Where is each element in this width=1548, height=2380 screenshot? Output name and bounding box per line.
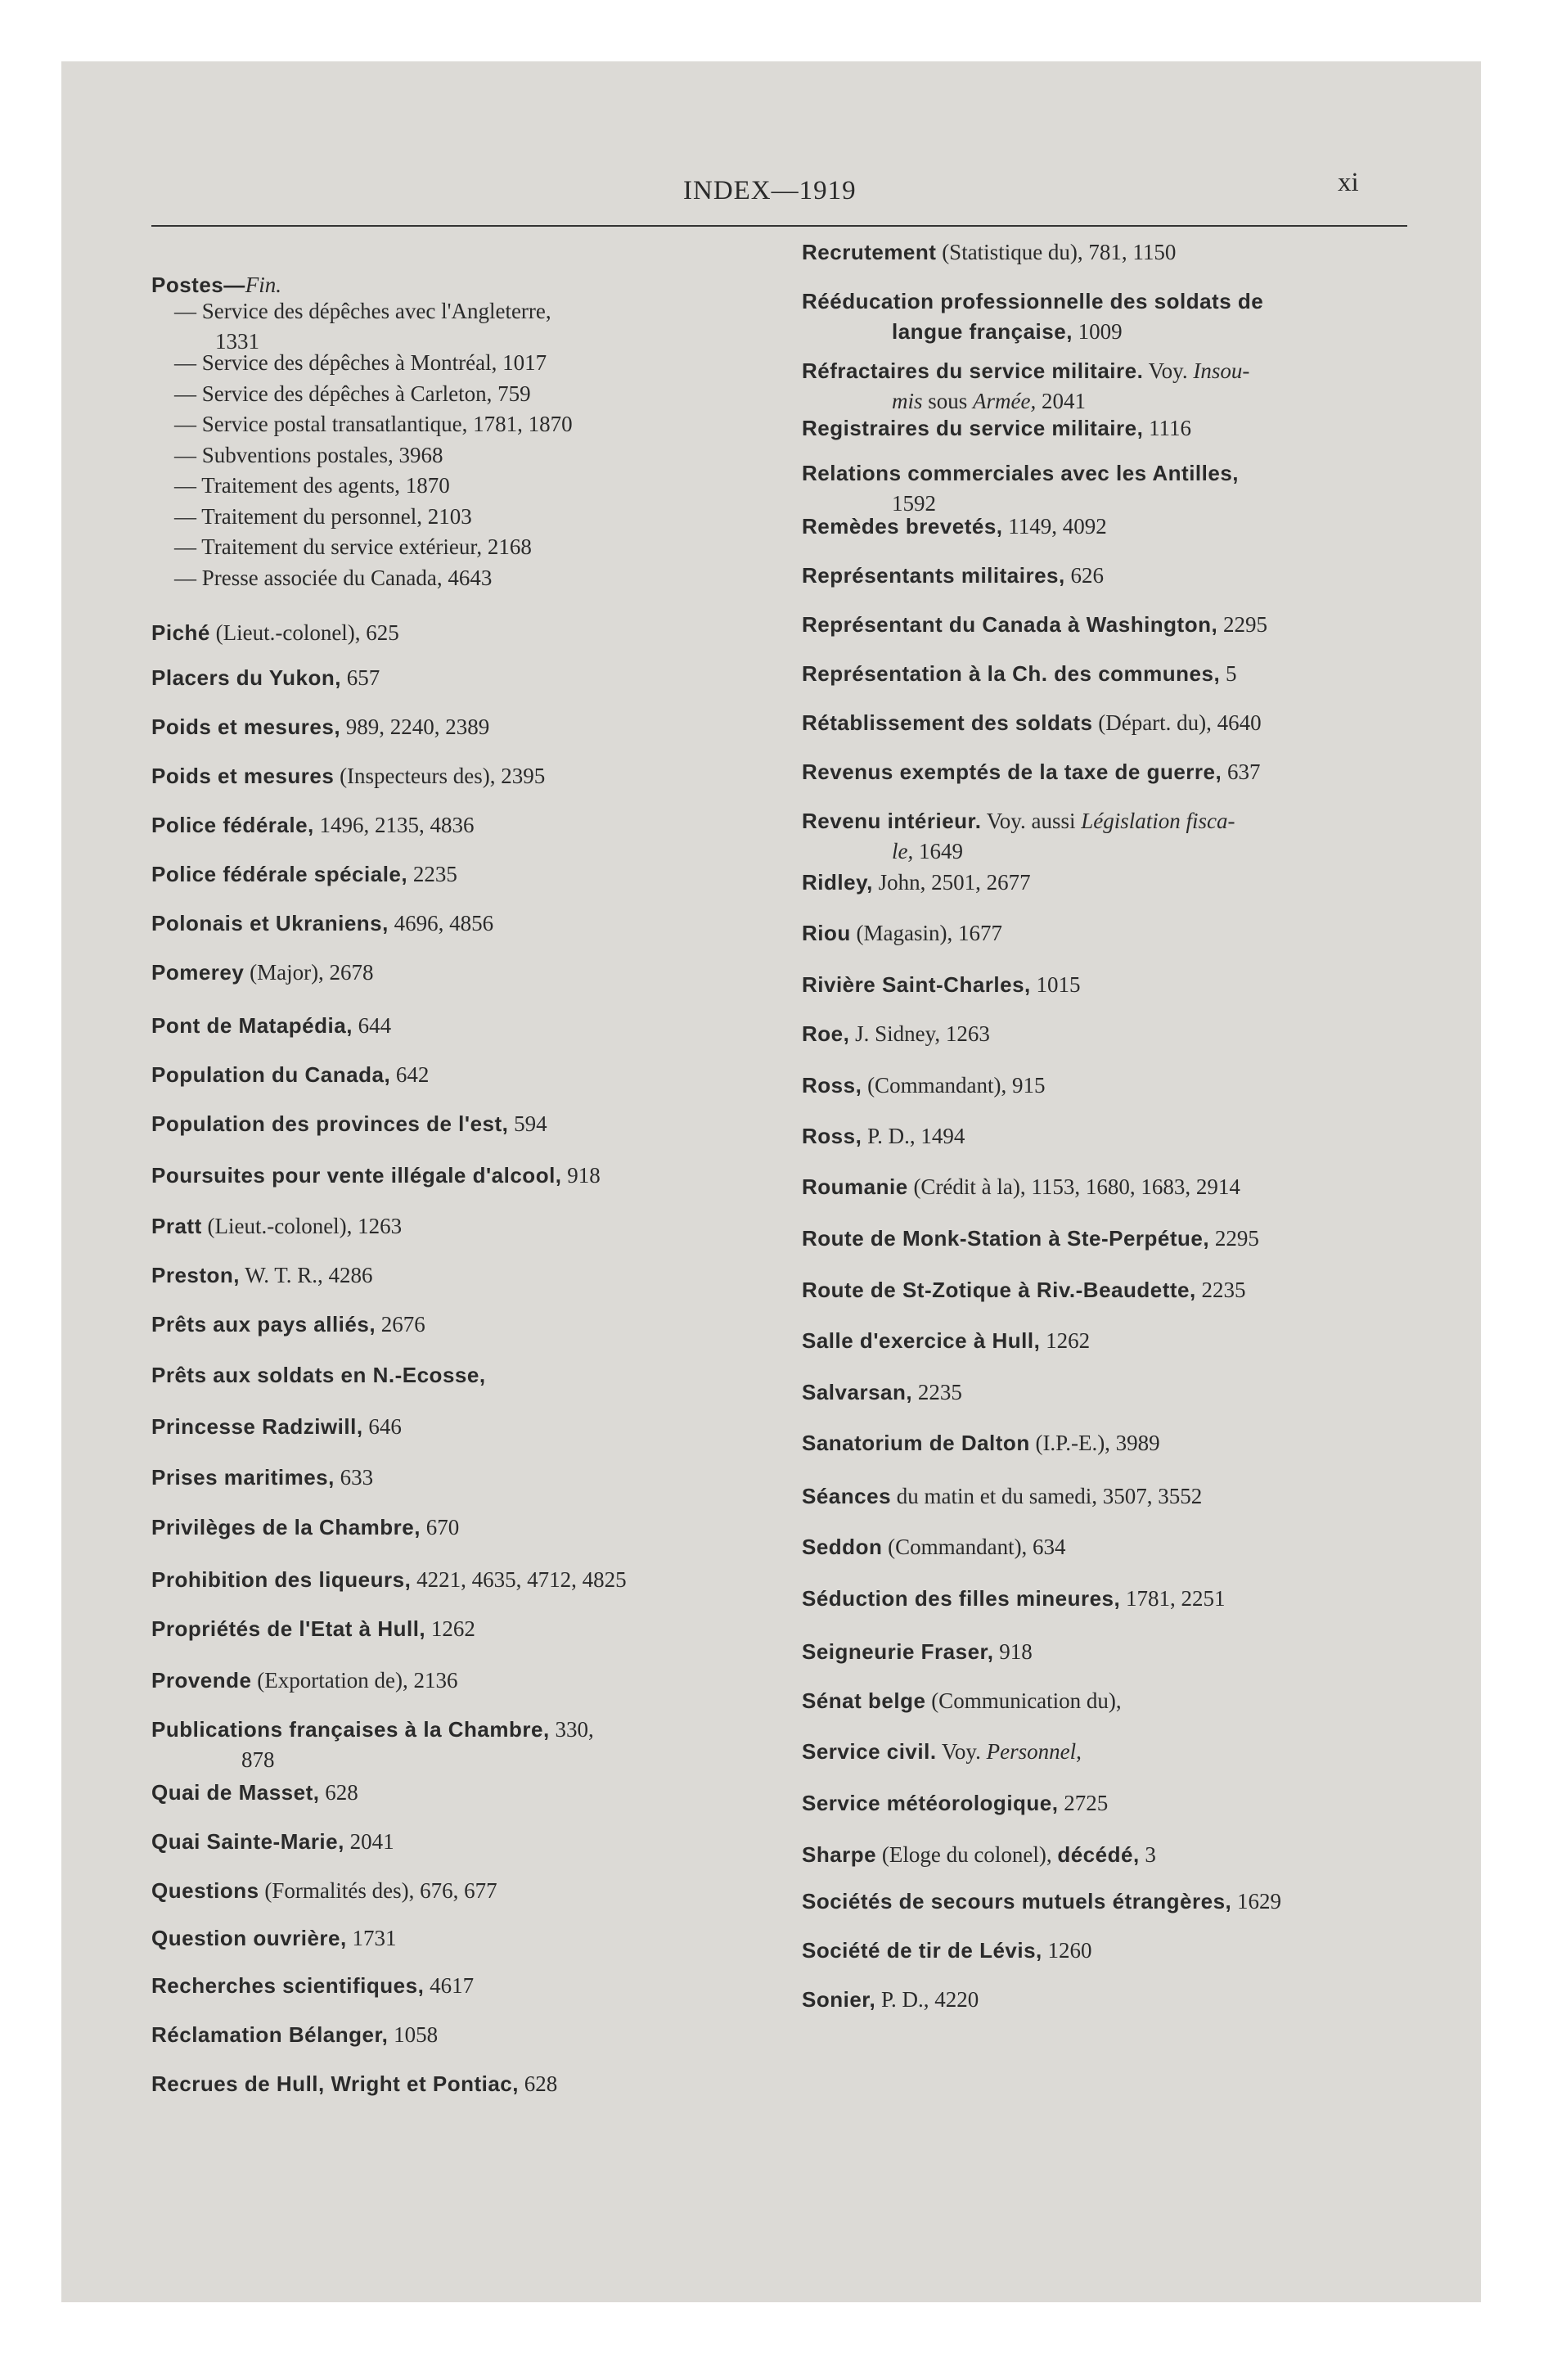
subentry-continuation: 1331	[215, 329, 259, 354]
index-entry	[151, 1360, 790, 1391]
entry-heading: Prêts aux soldats en N.-Ecosse,	[151, 1363, 486, 1387]
index-entry	[151, 618, 790, 648]
entry-references: 2295	[1217, 612, 1267, 637]
entry-references: 626	[1064, 563, 1104, 588]
index-entry	[151, 908, 790, 939]
index-entry	[151, 663, 790, 693]
index-entry	[151, 958, 790, 988]
entry-heading: Quai Sainte-Marie,	[151, 1829, 344, 1854]
entry-references: 2295	[1209, 1226, 1259, 1251]
entry-heading: Seigneurie Fraser,	[802, 1639, 994, 1664]
entry-heading: Relations commerciales avec les Antilles,	[802, 461, 1240, 485]
entry-references: (Crédit à la), 1153, 1680, 1683, 2914	[907, 1174, 1240, 1199]
index-entry	[802, 1985, 1432, 2015]
entry-references: 2235	[912, 1380, 962, 1404]
entry-heading: Représentant du Canada à Washington,	[802, 612, 1218, 637]
index-entry	[151, 1715, 790, 1775]
entry-references: 1149, 4092	[1002, 514, 1107, 539]
index-entry	[151, 2069, 790, 2099]
entry-references: (Commandant), 634	[882, 1535, 1066, 1559]
index-entry	[802, 1071, 1432, 1101]
subentry-text: Traitement du service extérieur, 2168	[201, 534, 532, 559]
subentry-text: Traitement du personnel, 2103	[201, 504, 472, 529]
entry-heading: Privilèges de la Chambre,	[151, 1515, 421, 1539]
entry-heading-italic: Fin.	[245, 273, 282, 297]
entry-references: (Départ. du), 4640	[1092, 710, 1262, 735]
entry-references: (Magasin), 1677	[850, 921, 1002, 945]
entry-heading: Revenu intérieur.	[802, 809, 982, 833]
entry-heading: Quai de Masset,	[151, 1780, 320, 1805]
entry-references: (I.P.-E.), 3989	[1029, 1431, 1160, 1455]
entry-references: 1116	[1143, 416, 1192, 440]
entry-heading: Roumanie	[802, 1174, 908, 1199]
entry-heading: Sonier,	[802, 1987, 876, 2012]
entry-references: 1262	[1040, 1328, 1091, 1353]
subentry-text: Service des dépêches à Montréal, 1017	[201, 350, 547, 375]
index-entry	[151, 1971, 790, 2001]
entry-references: 4696, 4856	[388, 911, 494, 935]
entry-heading: Salle d'exercice à Hull,	[802, 1328, 1041, 1353]
entry-references: W. T. R., 4286	[240, 1263, 373, 1287]
index-entry	[802, 918, 1432, 949]
index-entry	[802, 512, 1432, 542]
entry-references: 989, 2240, 2389	[340, 714, 490, 739]
entry-heading: Questions	[151, 1878, 259, 1903]
entry-references: Voy. aussi	[981, 809, 1082, 833]
entry-references: 2725	[1058, 1791, 1109, 1815]
index-subentry	[151, 532, 790, 562]
entry-references: (Exportation de), 2136	[251, 1668, 458, 1693]
index-entry	[802, 1326, 1432, 1356]
entry-heading: Représentation à la Ch. des communes,	[802, 661, 1221, 686]
entry-heading: Société de tir de Lévis,	[802, 1938, 1042, 1963]
index-entry	[802, 868, 1432, 898]
entry-references: 2235	[407, 862, 457, 886]
subentry-dash: —	[174, 350, 196, 375]
entry-references: John, 2501, 2677	[872, 870, 1031, 895]
entry-references-italic: Personnel,	[986, 1739, 1082, 1764]
entry-heading: Prises maritimes,	[151, 1465, 335, 1490]
entry-heading: Preston,	[151, 1263, 241, 1287]
index-entry	[151, 2020, 790, 2050]
subentry-text: Service postal transatlantique, 1781, 1870	[201, 412, 573, 436]
index-entry	[151, 1211, 790, 1242]
continuation-italic: mis	[892, 389, 923, 413]
entry-heading: Prohibition des liqueurs,	[151, 1567, 412, 1592]
index-entry	[151, 1565, 790, 1595]
index-entry	[802, 1788, 1432, 1819]
index-entry	[802, 659, 1432, 689]
index-entry	[151, 1060, 790, 1090]
index-entry	[802, 1172, 1432, 1202]
entry-continuation: 878	[241, 1747, 275, 1772]
entry-heading: Recrues de Hull, Wright et Pontiac,	[151, 2071, 519, 2096]
entry-heading: Sociétés de secours mutuels étrangères,	[802, 1889, 1232, 1913]
entry-heading: Police fédérale,	[151, 813, 314, 837]
entry-heading: Rétablissement des soldats	[802, 710, 1093, 735]
index-entry	[802, 1377, 1432, 1408]
entry-references: du matin et du samedi, 3507, 3552	[891, 1484, 1203, 1508]
index-subentry	[151, 563, 790, 593]
entry-references: 1781, 2251	[1120, 1586, 1226, 1611]
index-entry	[802, 1224, 1432, 1254]
index-entry	[802, 1019, 1432, 1049]
index-entry	[151, 761, 790, 791]
continuation-text: 1592	[892, 491, 936, 516]
entry-heading: Riou	[802, 921, 851, 945]
entry-references: 670	[420, 1515, 460, 1539]
subentry-text: Subventions postales, 3968	[201, 443, 443, 467]
subentry-text: Service des dépêches à Carleton, 759	[201, 381, 531, 406]
index-entry	[151, 1463, 790, 1493]
continuation-text: 1009	[1072, 319, 1123, 344]
entry-heading: Postes—	[151, 273, 245, 297]
entry-heading: Piché	[151, 620, 210, 645]
entry-references: (Lieut.-colonel), 625	[209, 620, 399, 645]
index-entry	[151, 810, 790, 841]
entry-heading: Registraires du service militaire,	[802, 416, 1144, 440]
entry-heading: Sharpe	[802, 1842, 877, 1867]
entry-heading: Ross,	[802, 1124, 862, 1148]
entry-references: (Formalités des), 676, 677	[259, 1878, 497, 1903]
entry-heading: Seddon	[802, 1535, 883, 1559]
continuation-text: sous	[922, 389, 974, 413]
entry-continuation	[802, 836, 1432, 867]
entry-references: 628	[319, 1780, 358, 1805]
entry-heading: Poids et mesures,	[151, 714, 341, 739]
entry-heading: Provende	[151, 1668, 252, 1693]
index-entry	[802, 1121, 1432, 1152]
entry-references: 637	[1222, 760, 1261, 784]
page-number: xi	[1338, 168, 1359, 197]
entry-heading: Propriétés de l'Etat à Hull,	[151, 1616, 426, 1641]
index-entry	[151, 859, 790, 890]
index-entry	[802, 1428, 1432, 1458]
entry-heading: Représentants militaires,	[802, 563, 1065, 588]
subentry-dash: —	[174, 566, 196, 590]
entry-heading: Séduction des filles mineures,	[802, 1586, 1121, 1611]
index-entry	[151, 1161, 790, 1191]
entry-references: (Eloge du colonel),	[876, 1842, 1058, 1867]
entry-heading: Service civil.	[802, 1739, 937, 1764]
index-subentry	[151, 348, 790, 378]
entry-heading: Pomerey	[151, 960, 245, 985]
entry-heading: Question ouvrière,	[151, 1926, 347, 1950]
entry-heading: Placers du Yukon,	[151, 665, 342, 690]
entry-heading: Police fédérale spéciale,	[151, 862, 408, 886]
entry-references: 1496, 2135, 4836	[313, 813, 475, 837]
index-subentry	[151, 502, 790, 532]
index-entry	[802, 970, 1432, 1000]
index-entry	[802, 237, 1432, 268]
continuation-text: 1649	[913, 839, 963, 863]
index-entry	[151, 712, 790, 742]
index-entry	[802, 286, 1432, 347]
index-entry	[151, 1876, 790, 1906]
entry-references: 628	[519, 2071, 558, 2096]
index-entry	[802, 806, 1432, 867]
entry-heading: Route de St-Zotique à Riv.-Beaudette,	[802, 1278, 1196, 1302]
index-entry	[802, 1840, 1432, 1870]
entry-references: (Lieut.-colonel), 1263	[201, 1214, 403, 1238]
index-entry	[802, 1886, 1432, 1917]
index-entry	[802, 610, 1432, 640]
entry-heading: Roe,	[802, 1021, 850, 1046]
subentry-dash: —	[174, 412, 196, 436]
entry-references: P. D., 1494	[862, 1124, 965, 1148]
index-subentry	[151, 409, 790, 439]
index-subentry	[151, 296, 790, 327]
entry-references: 918	[561, 1163, 601, 1188]
entry-heading: Rivière Saint-Charles,	[802, 972, 1031, 997]
entry-heading: Prêts aux pays alliés,	[151, 1312, 376, 1336]
index-entry	[151, 1827, 790, 1857]
index-entry	[802, 1584, 1432, 1614]
subentry-dash: —	[174, 381, 196, 406]
entry-heading: Recherches scientifiques,	[151, 1973, 425, 1998]
entry-heading: Poids et mesures	[151, 764, 335, 788]
index-entry	[802, 356, 1432, 417]
index-entry	[802, 708, 1432, 738]
index-entry	[802, 413, 1432, 444]
entry-heading: Sénat belge	[802, 1688, 926, 1713]
entry-references: Voy.	[1143, 358, 1194, 383]
entry-references: 2676	[376, 1312, 425, 1336]
entry-references: J. Sidney, 1263	[849, 1021, 990, 1046]
entry-heading: Séances	[802, 1484, 892, 1508]
index-entry	[802, 757, 1432, 787]
entry-references-bold: décédé,	[1057, 1842, 1140, 1867]
entry-references: Voy.	[936, 1739, 987, 1764]
index-entry	[151, 1260, 790, 1291]
index-entry	[802, 1936, 1432, 1966]
index-entry	[151, 1666, 790, 1696]
entry-heading: Réclamation Bélanger,	[151, 2022, 389, 2047]
entry-heading: Ridley,	[802, 870, 873, 895]
index-entry	[802, 1737, 1432, 1767]
entry-references: 2041	[344, 1829, 394, 1854]
entry-references: 644	[352, 1013, 392, 1038]
entry-references: 633	[334, 1465, 374, 1490]
header-rule	[151, 225, 1407, 227]
entry-references: 330,	[549, 1717, 594, 1742]
index-entry	[802, 1275, 1432, 1305]
index-entry	[802, 1532, 1432, 1562]
entry-references: 1058	[388, 2022, 439, 2047]
entry-references-italic: Insou-	[1193, 358, 1250, 383]
subentry-text: Presse associée du Canada, 4643	[201, 566, 493, 590]
index-entry	[802, 561, 1432, 591]
entry-heading: Poursuites pour vente illégale d'alcool,	[151, 1163, 562, 1188]
subentry-dash: —	[174, 443, 196, 467]
entry-references: 4617	[424, 1973, 475, 1998]
continuation-italic-2: Armée,	[973, 389, 1037, 413]
entry-references: 1260	[1042, 1938, 1092, 1963]
entry-heading: Recrutement	[802, 240, 937, 264]
entry-references: 2235	[1195, 1278, 1246, 1302]
continuation-text-2: 2041	[1036, 389, 1086, 413]
entry-heading: Réfractaires du service militaire.	[802, 358, 1144, 383]
entry-references: 5	[1220, 661, 1237, 686]
entry-references: (Statistique du), 781, 1150	[936, 240, 1177, 264]
index-entry	[802, 1637, 1432, 1667]
subentry-text: Service des dépêches avec l'Angleterre,	[201, 299, 551, 323]
entry-references: (Commandant), 915	[862, 1073, 1046, 1098]
subentry-dash: —	[174, 504, 196, 529]
entry-references: (Major), 2678	[244, 960, 374, 985]
entry-references: 1629	[1231, 1889, 1282, 1913]
entry-heading: Remèdes brevetés,	[802, 514, 1003, 539]
entry-heading: Ross,	[802, 1073, 862, 1098]
index-entry	[151, 1109, 790, 1139]
index-subentry	[151, 471, 790, 501]
index-entry	[151, 1778, 790, 1808]
entry-heading: Publications françaises à la Chambre,	[151, 1717, 550, 1742]
entry-heading: Rééducation professionnelle des soldats de	[802, 289, 1264, 313]
entry-heading: Population des provinces de l'est,	[151, 1111, 509, 1136]
entry-references: 4221, 4635, 4712, 4825	[411, 1567, 627, 1592]
continuation-heading: langue française,	[892, 319, 1073, 344]
entry-heading: Princesse Radziwill,	[151, 1414, 363, 1439]
entry-references: 1015	[1030, 972, 1081, 997]
page-title: INDEX—1919	[683, 176, 857, 205]
entry-references: 1731	[346, 1926, 397, 1950]
entry-references: 657	[341, 665, 380, 690]
index-subentry	[151, 440, 790, 471]
entry-references-tail: 3	[1139, 1842, 1156, 1867]
index-subentry	[151, 379, 790, 409]
entry-heading: Polonais et Ukraniens,	[151, 911, 389, 935]
index-entry	[151, 1923, 790, 1954]
index-entry	[802, 1686, 1432, 1716]
index-entry	[151, 1512, 790, 1543]
index-entry	[151, 1309, 790, 1340]
entry-heading: Population du Canada,	[151, 1062, 391, 1087]
index-entry	[151, 1011, 790, 1041]
subentry-dash: —	[174, 473, 196, 498]
entry-references: 642	[390, 1062, 430, 1087]
entry-references: (Communication du),	[925, 1688, 1122, 1713]
index-page	[61, 61, 1481, 2302]
entry-continuation	[802, 317, 1432, 347]
entry-heading: Pont de Matapédia,	[151, 1013, 353, 1038]
entry-references: 918	[993, 1639, 1033, 1664]
entry-heading: Revenus exemptés de la taxe de guerre,	[802, 760, 1222, 784]
entry-references: 594	[508, 1111, 547, 1136]
entry-heading: Salvarsan,	[802, 1380, 913, 1404]
entry-references: (Inspecteurs des), 2395	[334, 764, 546, 788]
entry-references-italic: Législation fisca-	[1081, 809, 1235, 833]
index-entry	[151, 1614, 790, 1644]
entry-references: 646	[362, 1414, 402, 1439]
continuation-italic: le,	[892, 839, 914, 863]
entry-heading: Sanatorium de Dalton	[802, 1431, 1030, 1455]
entry-references: 1262	[425, 1616, 475, 1641]
entry-heading: Route de Monk-Station à Ste-Perpétue,	[802, 1226, 1210, 1251]
subentry-text: Traitement des agents, 1870	[201, 473, 450, 498]
index-entry	[802, 1481, 1432, 1512]
entry-heading: Pratt	[151, 1214, 202, 1238]
subentry-dash: —	[174, 299, 196, 323]
entry-references: P. D., 4220	[875, 1987, 979, 2012]
index-entry	[802, 458, 1432, 519]
entry-heading: Service météorologique,	[802, 1791, 1059, 1815]
entry-continuation	[802, 386, 1432, 417]
subentry-dash: —	[174, 534, 196, 559]
index-entry	[151, 1412, 790, 1442]
